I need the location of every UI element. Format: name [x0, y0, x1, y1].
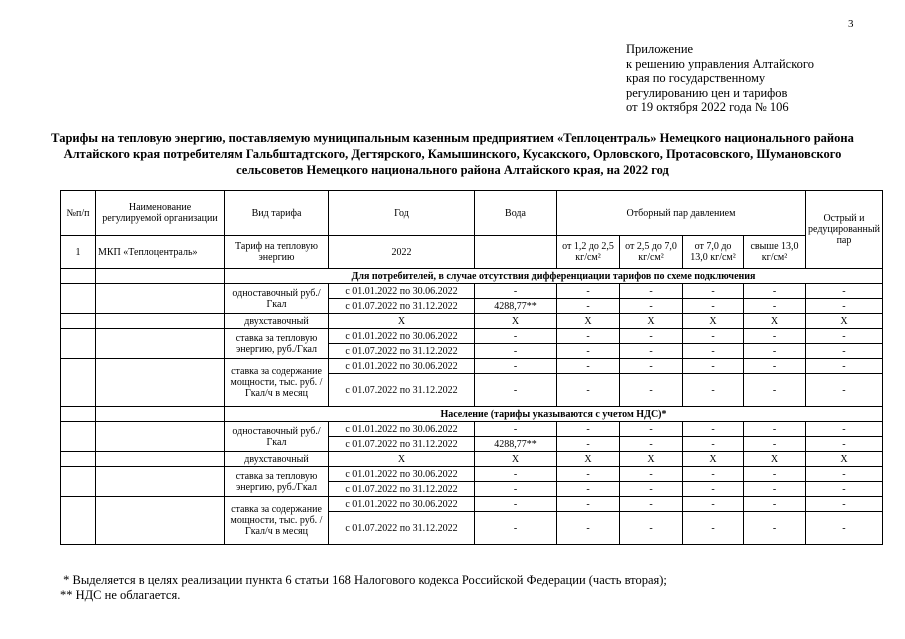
value-cell: - [620, 422, 683, 437]
header-year: Год [329, 191, 475, 236]
table-row [61, 467, 883, 482]
value-cell: - [683, 422, 744, 437]
section-row [61, 407, 883, 422]
period: с 01.07.2022 по 31.12.2022 [329, 437, 475, 452]
water-value: - [475, 284, 557, 299]
table-row [61, 329, 883, 344]
value-cell: - [475, 467, 557, 482]
period: с 01.07.2022 по 31.12.2022 [329, 374, 475, 407]
table-row [61, 497, 883, 512]
section-row [61, 269, 883, 284]
value-cell: - [683, 512, 744, 545]
value-cell: - [744, 329, 806, 344]
value-cell: - [557, 512, 620, 545]
value-cell: - [806, 422, 883, 437]
water-value: - [475, 422, 557, 437]
value-cell: - [744, 359, 806, 374]
value-cell: X [557, 314, 620, 329]
value-cell: - [806, 467, 883, 482]
appendix-line: Приложение [626, 42, 694, 56]
water-value: 4288,77** [475, 299, 557, 314]
value-cell: - [806, 512, 883, 545]
value-cell: - [683, 437, 744, 452]
table-row [61, 236, 883, 269]
value-cell: - [620, 374, 683, 407]
value-cell: - [806, 344, 883, 359]
value-cell: - [557, 359, 620, 374]
value-cell: X [683, 452, 744, 467]
value-cell: X [744, 314, 806, 329]
value-cell: - [620, 329, 683, 344]
value-cell: - [806, 374, 883, 407]
value-cell: - [744, 512, 806, 545]
period: с 01.07.2022 по 31.12.2022 [329, 344, 475, 359]
value-cell: - [475, 359, 557, 374]
value-cell: - [683, 329, 744, 344]
document-title: Тарифы на тепловую энергию, поставляемую муниципальным казенным предприятием «Теплоцентраль» Немецкого национального района Алтайского края потребителям Гальбштадтского, Дегтярского, Камышинского, Кусакского, Орловского, Протасовского, Шумановского сельсоветов Немецкого национального района Алтайского края, на 2022 год [51, 131, 854, 177]
value-cell: - [744, 374, 806, 407]
value-cell: X [806, 314, 883, 329]
value-cell: X [329, 452, 475, 467]
page-number: 3 [848, 18, 854, 30]
value-cell: - [806, 284, 883, 299]
period: с 01.01.2022 по 30.06.2022 [329, 467, 475, 482]
header-pressure-3: от 7,0 до 13,0 кг/см² [683, 236, 744, 269]
table-row [61, 314, 883, 329]
appendix-line: края по государственному [626, 71, 766, 86]
tariff-one-part: одноставочный руб./Гкал [225, 422, 329, 452]
footnotes [60, 573, 667, 603]
section-title: Население (тарифы указываются с учетом НДС)* [225, 407, 883, 422]
table-row [61, 284, 883, 299]
table-row [61, 452, 883, 467]
value-cell: - [683, 344, 744, 359]
value-cell: - [620, 344, 683, 359]
appendix-block [626, 42, 814, 115]
period: с 01.01.2022 по 30.06.2022 [329, 497, 475, 512]
value-cell: - [806, 329, 883, 344]
value-cell: - [744, 497, 806, 512]
header-sharp-steam: Острый и редуцированный пар [806, 191, 883, 269]
value-cell: - [683, 482, 744, 497]
period: с 01.01.2022 по 30.06.2022 [329, 284, 475, 299]
row-tariff-type: Тариф на тепловую энергию [225, 236, 329, 269]
table-header-row [61, 191, 883, 236]
footnote: * Выделяется в целях реализации пункта 6 статьи 168 Налогового кодекса Российской Федерации (часть вторая); [60, 573, 667, 587]
value-cell: - [475, 374, 557, 407]
value-cell: - [744, 284, 806, 299]
tariff-capacity-rate: ставка за содержание мощности, тыс. руб. /Гкал/ч в месяц [225, 359, 329, 407]
value-cell: - [806, 437, 883, 452]
value-cell: - [806, 299, 883, 314]
value-cell: X [620, 452, 683, 467]
header-pressure-4: свыше 13,0 кг/см² [744, 236, 806, 269]
period: с 01.07.2022 по 31.12.2022 [329, 482, 475, 497]
value-cell: - [557, 374, 620, 407]
value-cell: - [475, 512, 557, 545]
period: с 01.07.2022 по 31.12.2022 [329, 299, 475, 314]
row-water [475, 236, 557, 269]
value-cell: - [620, 284, 683, 299]
value-cell: - [557, 497, 620, 512]
tariff-two-part: двухставочный [225, 314, 329, 329]
tariff-two-part: двухставочный [225, 452, 329, 467]
tariff-heat-rate: ставка за тепловую энергию, руб./Гкал [225, 467, 329, 497]
header-water: Вода [475, 191, 557, 236]
value-cell: X [744, 452, 806, 467]
period: с 01.01.2022 по 30.06.2022 [329, 359, 475, 374]
value-cell: X [806, 452, 883, 467]
value-cell: - [620, 359, 683, 374]
value-cell: X [683, 314, 744, 329]
value-cell: - [744, 299, 806, 314]
value-cell: - [475, 497, 557, 512]
appendix-line: к решению управления Алтайского [626, 56, 814, 71]
value-cell: - [475, 344, 557, 359]
value-cell: - [683, 467, 744, 482]
value-cell: - [683, 284, 744, 299]
value-cell: - [620, 437, 683, 452]
value-cell: - [806, 497, 883, 512]
row-num: 1 [61, 236, 96, 269]
value-cell: - [557, 422, 620, 437]
table-row [61, 422, 883, 437]
value-cell: - [744, 344, 806, 359]
value-cell: - [744, 437, 806, 452]
value-cell: - [620, 299, 683, 314]
value-cell: - [620, 497, 683, 512]
tariff-heat-rate: ставка за тепловую энергию, руб./Гкал [225, 329, 329, 359]
value-cell: X [557, 452, 620, 467]
value-cell: - [557, 467, 620, 482]
value-cell: - [683, 374, 744, 407]
row-year: 2022 [329, 236, 475, 269]
value-cell: - [557, 437, 620, 452]
value-cell: X [620, 314, 683, 329]
period: с 01.07.2022 по 31.12.2022 [329, 512, 475, 545]
value-cell: - [683, 497, 744, 512]
value-cell: X [329, 314, 475, 329]
header-steam: Отборный пар давлением [557, 191, 806, 236]
section-title: Для потребителей, в случае отсутствия дифференциации тарифов по схеме подключения [225, 269, 883, 284]
value-cell: - [683, 359, 744, 374]
value-cell: - [806, 359, 883, 374]
value-cell: - [683, 299, 744, 314]
value-cell: - [744, 467, 806, 482]
header-pressure-1: от 1,2 до 2,5 кг/см² [557, 236, 620, 269]
value-cell: - [620, 482, 683, 497]
tariff-one-part: одноставочный руб./Гкал [225, 284, 329, 314]
appendix-line: от 19 октября 2022 года № 106 [626, 100, 789, 115]
table-row [61, 359, 883, 374]
header-num: №п/п [61, 191, 96, 236]
value-cell: - [806, 482, 883, 497]
water-value: 4288,77** [475, 437, 557, 452]
value-cell: - [744, 422, 806, 437]
value-cell: X [475, 314, 557, 329]
period: с 01.01.2022 по 30.06.2022 [329, 422, 475, 437]
header-pressure-2: от 2,5 до 7,0 кг/см² [620, 236, 683, 269]
appendix-line: регулированию цен и тарифов [626, 85, 788, 100]
footnote: ** НДС не облагается. [60, 588, 181, 602]
value-cell: - [557, 482, 620, 497]
tariff-capacity-rate: ставка за содержание мощности, тыс. руб. /Гкал/ч в месяц [225, 497, 329, 545]
value-cell: - [557, 329, 620, 344]
header-tariff-type: Вид тарифа [225, 191, 329, 236]
value-cell: - [475, 329, 557, 344]
value-cell: - [475, 482, 557, 497]
value-cell: X [475, 452, 557, 467]
tariff-table [60, 190, 883, 545]
value-cell: - [744, 482, 806, 497]
header-org: Наименование регулируемой организации [96, 191, 225, 236]
value-cell: - [557, 284, 620, 299]
row-org: МКП «Теплоцентраль» [96, 236, 225, 269]
value-cell: - [620, 467, 683, 482]
period: с 01.01.2022 по 30.06.2022 [329, 329, 475, 344]
value-cell: - [557, 344, 620, 359]
value-cell: - [620, 512, 683, 545]
value-cell: - [557, 299, 620, 314]
